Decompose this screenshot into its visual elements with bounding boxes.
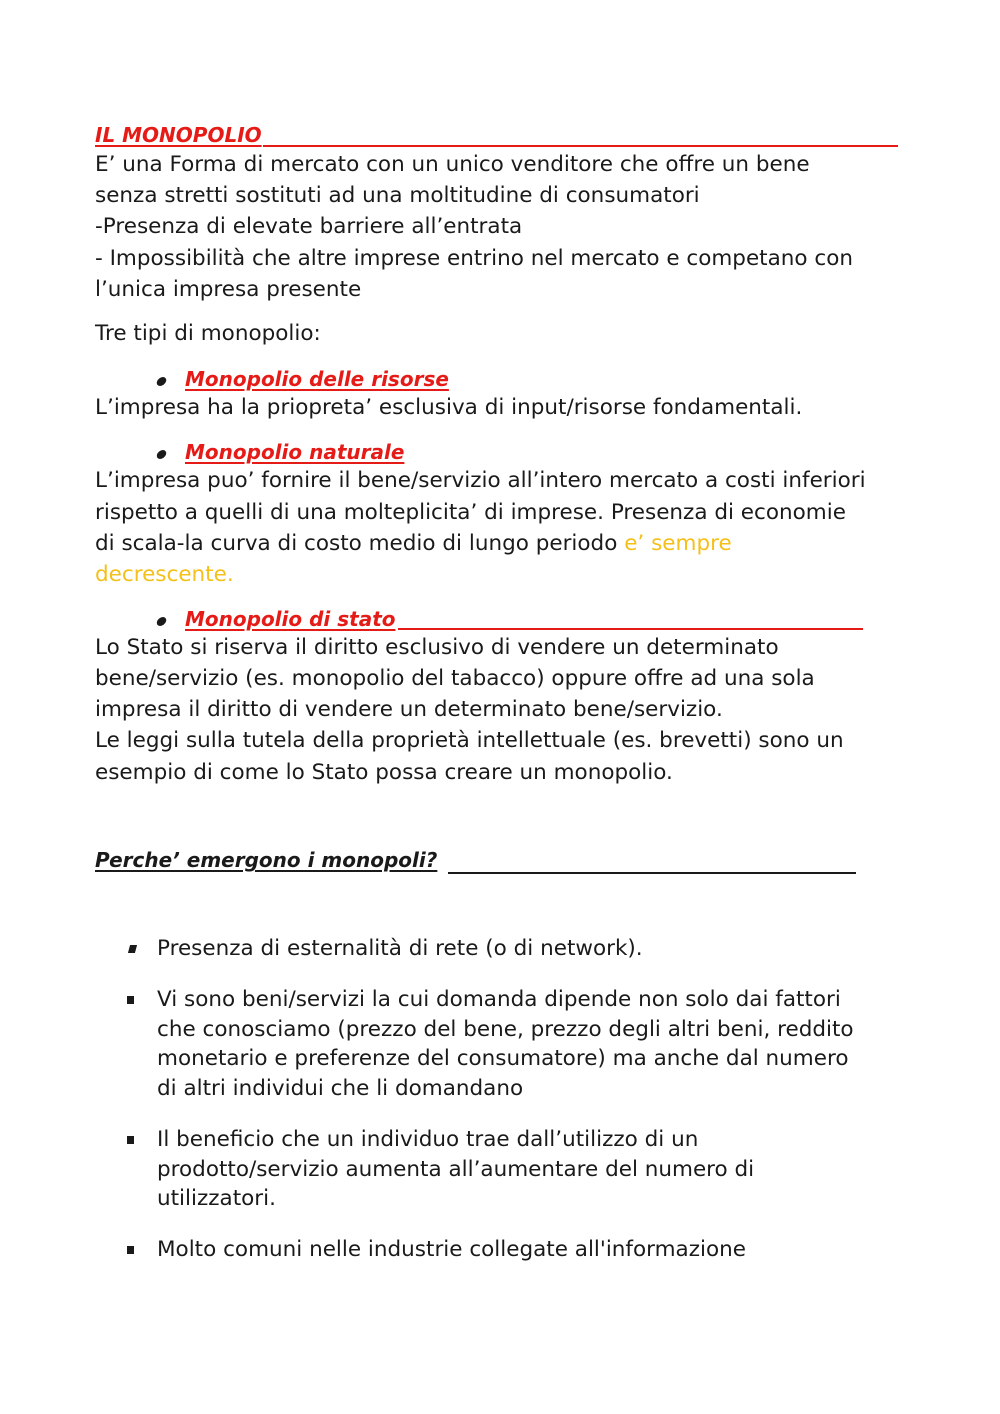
type-description: di scala-la curva di costo medio di lungo periodo e’ sempre [95, 531, 732, 556]
bullet-icon [156, 450, 168, 459]
heading-rule [398, 628, 863, 630]
type-description: esempio di come lo Stato possa creare un monopolio. [95, 760, 673, 785]
intro-line: -Presenza di elevate barriere all’entrata [95, 214, 523, 239]
section-heading-why: Perche’ emergono i monopoli? [95, 848, 438, 872]
intro-line: - Impossibilità che altre imprese entrino nel mercato e competano con [95, 246, 854, 271]
heading-rule [448, 872, 856, 874]
type-description: impresa il diritto di vendere un determinato bene/servizio. [95, 697, 723, 722]
list-item-line: monetario e preferenze del consumatore) ma anche dal numero [157, 1046, 849, 1071]
type-heading-risorse: Monopolio delle risorse [185, 367, 449, 391]
type-description: Le leggi sulla tutela della proprietà intellettuale (es. brevetti) sono un [95, 728, 844, 753]
type-description: L’impresa puo’ fornire il bene/servizio all’intero mercato a costi inferiori [95, 468, 866, 493]
type-description: bene/servizio (es. monopolio del tabacco) oppure offre ad una sola [95, 666, 815, 691]
bullet-icon [156, 617, 168, 626]
types-intro: Tre tipi di monopolio: [95, 321, 321, 346]
list-item-line: utilizzatori. [157, 1186, 276, 1211]
bullet-icon [156, 377, 168, 386]
highlight-text: e’ sempre [624, 531, 732, 556]
square-bullet-icon [127, 1136, 134, 1144]
list-item-line: Il beneficio che un individuo trae dall’utilizzo di un [157, 1127, 699, 1152]
list-item-line: prodotto/servizio aumenta all’aumentare del numero di [157, 1157, 755, 1182]
list-item-line: che conosciamo (prezzo del bene, prezzo degli altri beni, reddito [157, 1017, 854, 1042]
intro-line: l’unica impresa presente [95, 277, 362, 302]
intro-line: E’ una Forma di mercato con un unico venditore che offre un bene [95, 152, 810, 177]
page-title: IL MONOPOLIO [95, 123, 262, 147]
type-description: L’impresa ha la priopreta’ esclusiva di input/risorse fondamentali. [95, 395, 803, 420]
list-item-line: di altri individui che li domandano [157, 1076, 524, 1101]
square-bullet-icon [127, 1246, 134, 1254]
type-heading-naturale: Monopolio naturale [185, 440, 405, 464]
type-description: Lo Stato si riserva il diritto esclusivo di vendere un determinato [95, 635, 779, 660]
square-bullet-icon [128, 945, 137, 953]
list-item-line: Vi sono beni/servizi la cui domanda dipende non solo dai fattori [157, 987, 841, 1012]
intro-line: senza stretti sostituti ad una moltitudine di consumatori [95, 183, 700, 208]
list-item-line: Molto comuni nelle industrie collegate all'informazione [157, 1237, 746, 1262]
type-heading-stato: Monopolio di stato [185, 607, 396, 631]
highlight-text: decrescente. [95, 562, 234, 587]
square-bullet-icon [127, 996, 134, 1004]
type-description: rispetto a quelli di una molteplicita’ di imprese. Presenza di economie [95, 500, 846, 525]
list-item-line: Presenza di esternalità di rete (o di network). [157, 936, 643, 961]
title-rule [263, 145, 898, 147]
